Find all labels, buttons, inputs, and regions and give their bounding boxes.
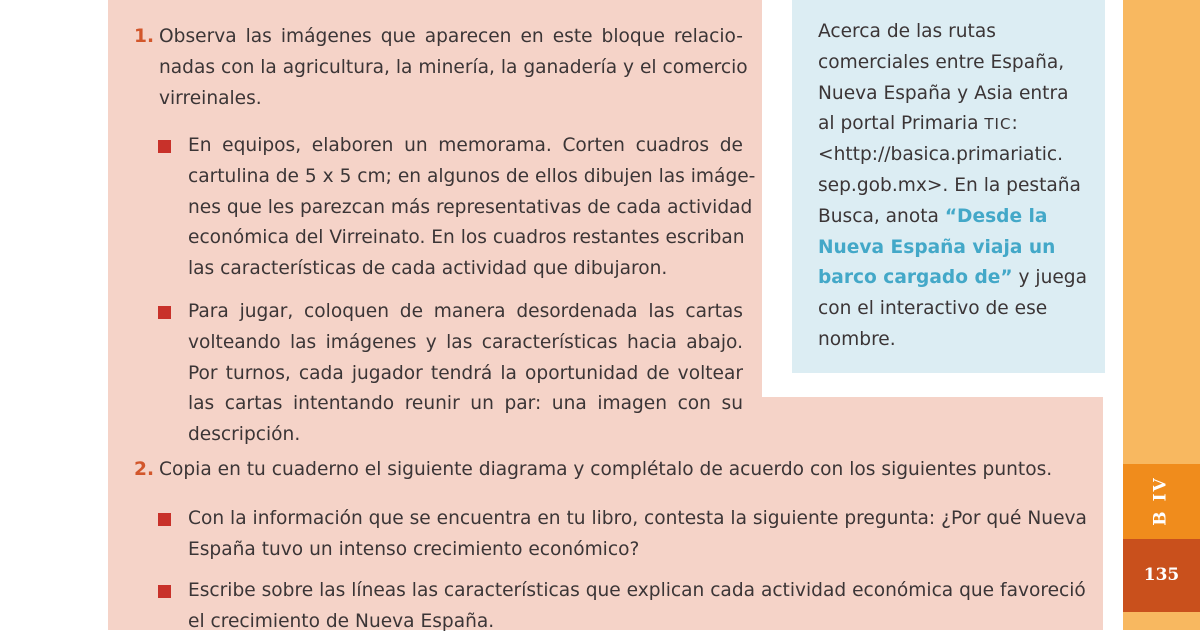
- search-term: “Desde la: [944, 205, 1048, 227]
- bullet-icon: [158, 306, 171, 319]
- tic-sidebar: [792, 0, 1105, 373]
- question-2-text: Copia en tu cuaderno el siguiente diagrama y complétalo de acuerdo con los siguientes puntos.: [159, 459, 1053, 480]
- question-2-bullet-1: Con la información que se encuentra en tu libro, contesta la siguiente pregunta: ¿Por qué Nueva España tuvo un intenso crecimiento económico?: [188, 508, 1087, 560]
- block-label: B IV: [1151, 476, 1171, 526]
- bullet-icon: [158, 513, 171, 526]
- bullet-icon: [158, 585, 171, 598]
- question-1-bullet-1: En equipos, elaboren un memorama. Corten cuadros de cartulina de 5 x 5 cm; en algunos de ellos dibujen las imáge- nes que les parezcan más representativas de cada actividad económica del Virreinato. En los cuadros restantes escriban las características de cada actividad que dibujaron.: [188, 135, 756, 280]
- question-1-number: 1.: [134, 26, 155, 47]
- question-1-bullet-2: Para jugar, coloquen de manera desordenada las cartas volteando las imágenes y las características hacia abajo. Por turnos, cada jugador tendrá la oportunidad de voltear las cartas intentando reunir un par: una imagen con su descripción.: [188, 301, 743, 446]
- bullet-icon: [158, 140, 171, 153]
- question-2-number: 2.: [134, 459, 155, 480]
- search-term-cont: Nueva España viaja un: [818, 236, 1056, 258]
- page-number: 135: [1143, 565, 1180, 585]
- search-term-end: barco cargado de”: [818, 267, 1013, 289]
- question-2-bullet-2: Escribe sobre las líneas las características que explican cada actividad económica que favoreció el crecimiento de Nueva España.: [188, 580, 1086, 632]
- portal-url[interactable]: <http://basica.primariatic.: [818, 144, 1064, 166]
- question-1-text: Observa las imágenes que aparecen en este bloque relacio- nadas con la agricultura, la minería, la ganadería y el comercio virreinales.: [159, 26, 748, 109]
- tic-sidebar-text: Acerca de las rutas comerciales entre España, Nueva España y Asia entra al portal Primaria TIC: <http://basica.primariatic. sep.gob.mx>. En la pestaña Busca, anota “Desde la Nueva España viaja un barco cargado de” y juega con el interactivo de ese nombre.: [818, 17, 1103, 356]
